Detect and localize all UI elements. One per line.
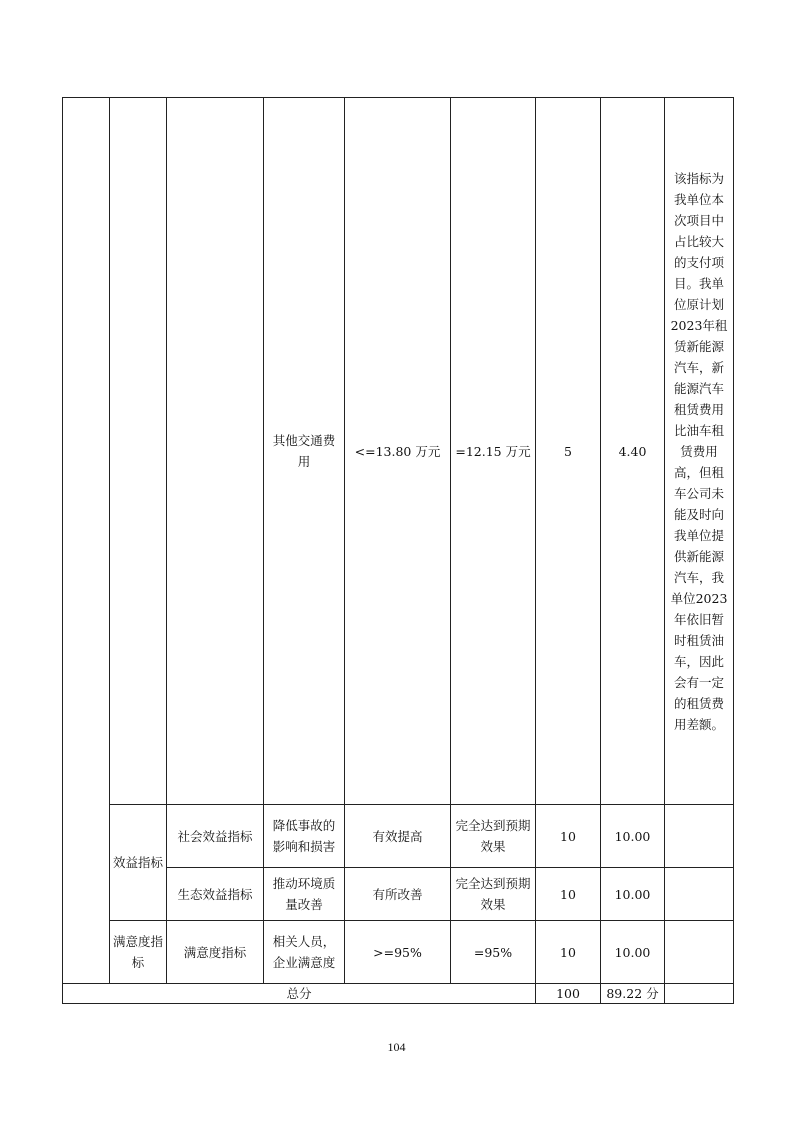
deduction-reason-cell [665,984,734,1004]
score-cell: 10.00 [601,805,665,868]
deduction-reason-cell [665,921,734,984]
indicator-name-cell: 降低事故的影响和损害 [264,805,345,868]
performance-table [62,97,734,1004]
ecological-benefit-subcategory-cell: 生态效益指标 [167,868,264,921]
target-value-cell: <=13.80 万元 [345,98,451,805]
weight-cell: 10 [536,921,601,984]
table-row-satisfaction [63,921,734,984]
table-row-other-transport [63,98,734,805]
actual-value-cell: 完全达到预期效果 [451,868,536,921]
actual-value-cell: 完全达到预期效果 [451,805,536,868]
weight-cell: 10 [536,805,601,868]
score-cell: 10.00 [601,868,665,921]
indicator-name-cell: 相关人员，企业满意度 [264,921,345,984]
target-value-cell: 有效提高 [345,805,451,868]
level2-indicator-cell [110,98,167,805]
score-cell: 10.00 [601,921,665,984]
target-value-cell: 有所改善 [345,868,451,921]
score-cell: 4.40 [601,98,665,805]
indicator-name-cell: 其他交通费用 [264,98,345,805]
satisfaction-category-cell: 满意度指标 [110,921,167,984]
page-number: 104 [387,1040,406,1054]
level1-indicator-cell [63,98,110,984]
total-score-cell: 89.22 分 [601,984,665,1004]
deduction-reason-cell [665,868,734,921]
deduction-reason-cell [665,805,734,868]
social-benefit-subcategory-cell: 社会效益指标 [167,805,264,868]
total-label-cell: 总分 [63,984,536,1004]
satisfaction-subcategory-cell: 满意度指标 [167,921,264,984]
table-row-total [63,984,734,1004]
benefit-category-cell: 效益指标 [110,805,167,921]
deduction-reason-cell: 该指标为我单位本次项目中占比较大的支付项目。我单位原计划2023年租赁新能源汽车，新能源汽车租赁费用比油车租赁费用高，但租车公司未能及时向我单位提供新能源汽车，我单位2023年依旧暂时租赁油车，因此会有一定的租赁费用差额。 [665,98,734,805]
actual-value-cell: =95% [451,921,536,984]
weight-cell: 10 [536,868,601,921]
total-weight-cell: 100 [536,984,601,1004]
weight-cell: 5 [536,98,601,805]
actual-value-cell: =12.15 万元 [451,98,536,805]
target-value-cell: >=95% [345,921,451,984]
indicator-name-cell: 推动环境质量改善 [264,868,345,921]
table-row-social-benefit [63,805,734,868]
level3-indicator-cell [167,98,264,805]
